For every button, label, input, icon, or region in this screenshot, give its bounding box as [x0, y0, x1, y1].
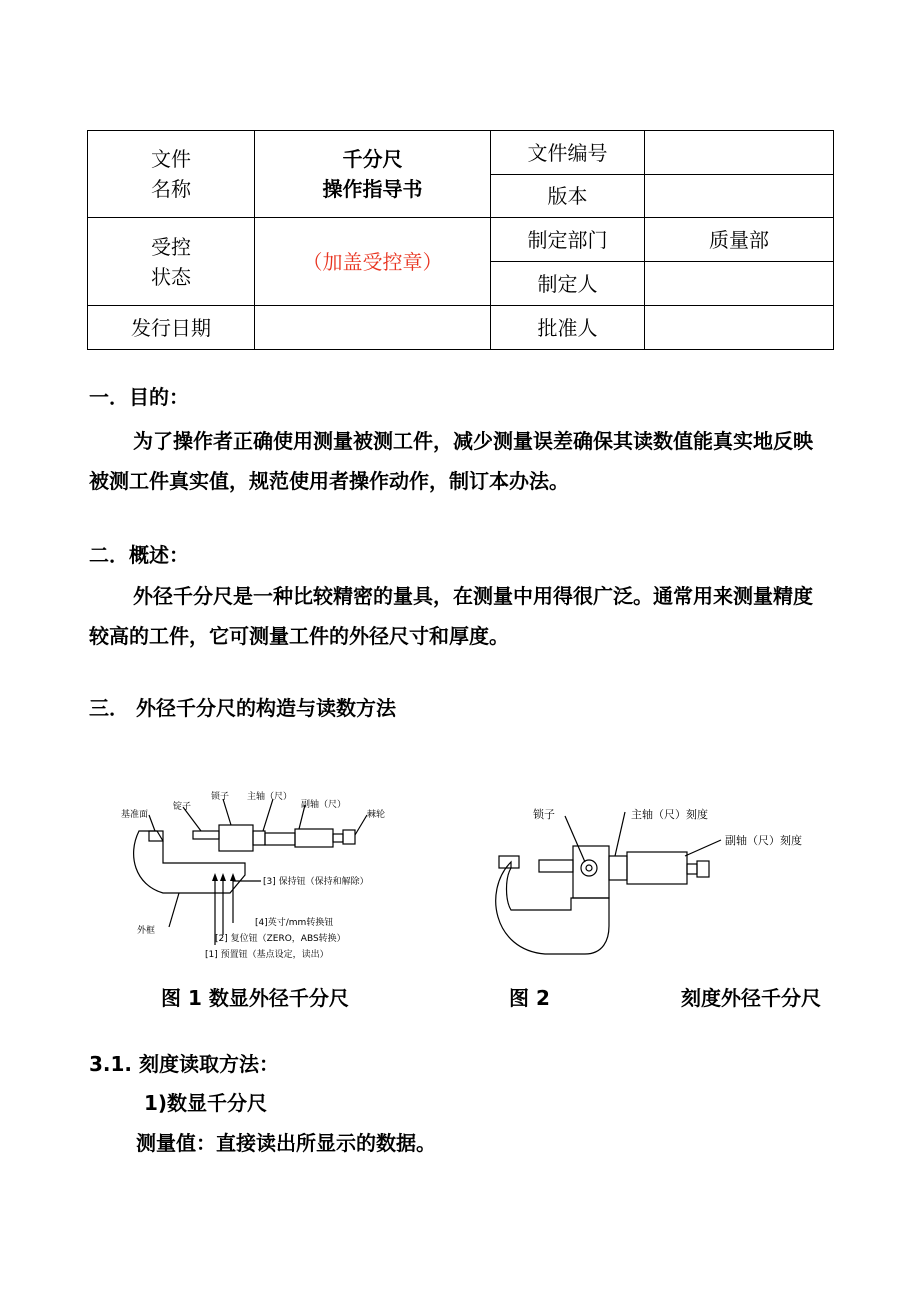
- author-value: [645, 262, 834, 306]
- lock-body: [573, 846, 609, 898]
- stamp-note: （加盖受控章）: [255, 218, 491, 306]
- label-anvil-lock: 锭子: [173, 802, 192, 812]
- reading-subheading: 1)数显千分尺: [144, 1091, 268, 1115]
- label-preset-button: [1] 预置钮（基点设定，读出）: [205, 950, 329, 960]
- digital-body: [253, 831, 265, 845]
- label-main-scale: 主轴（尺）刻度: [631, 808, 708, 821]
- figure2-scale-micrometer: [485, 790, 845, 970]
- approver-label: 批准人: [491, 306, 645, 350]
- issue-date-value: [255, 306, 491, 350]
- label-sub-shaft: 副轴（尺）: [301, 800, 347, 810]
- label-ratchet: 棘轮: [367, 810, 386, 820]
- overview-heading: 二．概述：: [89, 543, 189, 567]
- controlled-status-label: 受控 状态: [88, 218, 255, 306]
- label-frame: 外框: [137, 926, 156, 936]
- approver-value: [645, 306, 834, 350]
- file-name-label: 文件 名称: [88, 131, 255, 218]
- sleeve: [265, 833, 295, 845]
- dept-label: 制定部门: [491, 218, 645, 262]
- file-number-label: 文件编号: [491, 131, 645, 175]
- overview-text: 外径千分尺是一种比较精密的量具，在测量中用得很广泛。通常用来测量精度较高的工件，它可测量工件的外径尺寸和厚度。: [89, 584, 813, 648]
- version-value: [645, 175, 834, 218]
- anvil: [149, 831, 163, 841]
- reading-heading: 3.1. 刻度读取方法：: [89, 1052, 279, 1076]
- ratchet: [687, 864, 697, 874]
- version-label: 版本: [491, 175, 645, 218]
- purpose-text: 为了操作者正确使用测量被测工件，减少测量误差确保其读数值能真实地反映被测工件真实值，规范使用者操作动作，制订本办法。: [89, 429, 813, 493]
- figure1-digital-micrometer: [105, 785, 425, 965]
- document-header-table: [87, 130, 834, 350]
- thimble: [627, 852, 687, 884]
- ratchet-stem: [333, 834, 343, 842]
- label-lock: 锁子: [533, 808, 555, 821]
- spindle: [539, 860, 573, 872]
- label-hold-button: [3] 保持钮（保持和解除）: [263, 877, 369, 887]
- spindle: [193, 831, 219, 839]
- purpose-heading: 一．目的：: [89, 385, 189, 409]
- author-label: 制定人: [491, 262, 645, 306]
- micrometer-frame: [134, 831, 245, 893]
- issue-date-label: 发行日期: [88, 306, 255, 350]
- structure-heading: 三． 外径千分尺的构造与读数方法: [89, 696, 396, 720]
- label-sub-scale: 副轴（尺）刻度: [725, 834, 802, 847]
- lock-body: [219, 825, 253, 851]
- anvil: [499, 856, 519, 868]
- thimble: [295, 829, 333, 847]
- document-title: 千分尺 操作指导书: [255, 131, 491, 218]
- dept-value: 质量部: [645, 218, 834, 262]
- label-lock: 锁子: [211, 792, 230, 802]
- lock-knob: [581, 860, 597, 876]
- label-datum-face: 基准面: [121, 810, 149, 820]
- reading-text: 测量值：直接读出所显示的数据。: [136, 1131, 436, 1155]
- ratchet-knob: [343, 830, 355, 844]
- figure2-caption-right: 刻度外径千分尺: [681, 986, 821, 1010]
- figure1-caption: 图 1 数显外径千分尺: [161, 986, 349, 1010]
- ratchet-knob: [697, 861, 709, 877]
- label-main-shaft: 主轴（尺）: [247, 792, 293, 802]
- file-number-value: [645, 131, 834, 175]
- label-reset-button: [2] 复位钮（ZERO，ABS转换）: [215, 934, 346, 944]
- figure2-caption-left: 图 2: [509, 986, 550, 1010]
- label-unit-button: [4]英寸/mm转换钮: [255, 918, 334, 928]
- sleeve: [609, 856, 627, 880]
